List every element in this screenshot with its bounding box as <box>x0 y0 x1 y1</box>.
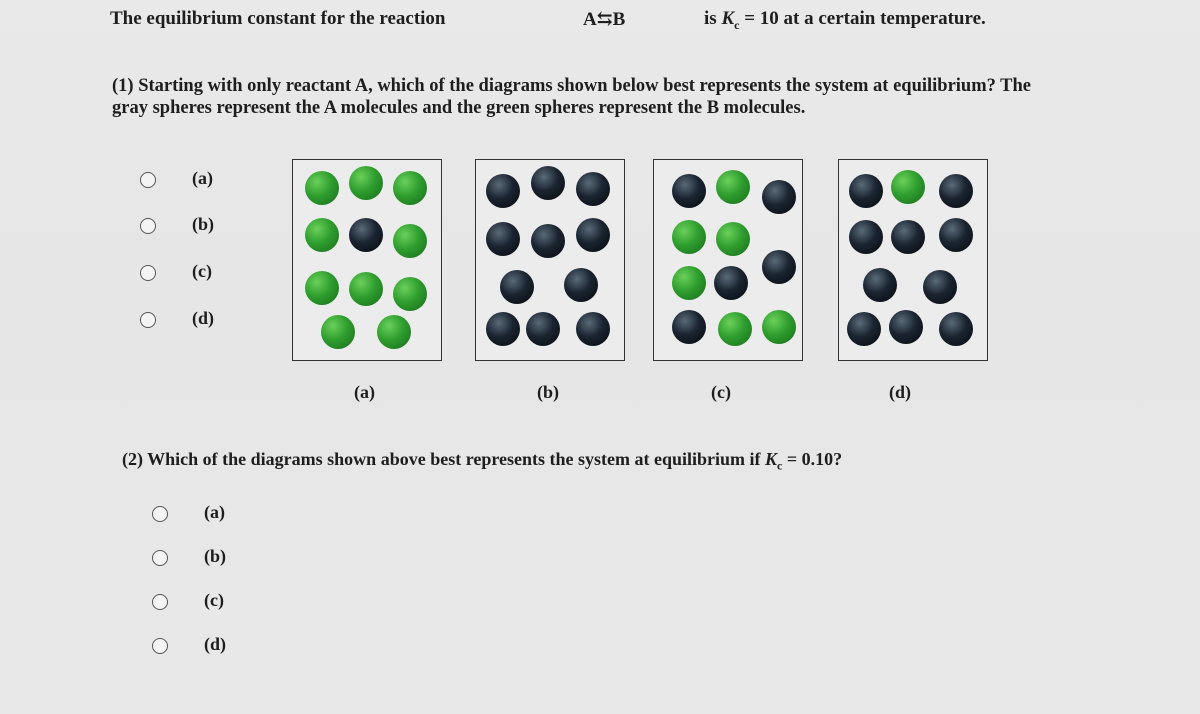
q2-prefix: (2) Which of the diagrams shown above best represents the system at equilibrium if <box>122 449 765 469</box>
q1-option-b-radio[interactable] <box>140 218 156 234</box>
diagram-d <box>838 159 988 361</box>
reaction-intro-text: The equilibrium constant for the reaction <box>110 8 446 29</box>
b-molecule <box>393 224 427 258</box>
q1-option-b-label: (b) <box>192 214 214 234</box>
q2-option-c-label: (c) <box>204 590 224 610</box>
a-molecule <box>891 220 925 254</box>
a-molecule <box>576 312 610 346</box>
q2-option-a-radio[interactable] <box>152 506 168 522</box>
b-molecule <box>349 272 383 306</box>
a-molecule <box>564 268 598 302</box>
diagram-a <box>292 159 442 361</box>
b-molecule <box>305 171 339 205</box>
a-molecule <box>939 218 973 252</box>
b-molecule <box>762 310 796 344</box>
b-molecule <box>716 170 750 204</box>
b-molecule <box>349 166 383 200</box>
kc-prefix: is <box>704 8 722 29</box>
a-molecule <box>939 174 973 208</box>
q1-option-a-radio[interactable] <box>140 172 156 188</box>
b-molecule <box>321 315 355 349</box>
a-molecule <box>762 180 796 214</box>
diagram-c-label: (c) <box>711 382 731 402</box>
diagram-d-label: (d) <box>889 382 911 402</box>
question-2-text <box>122 449 842 474</box>
diagram-a-label: (a) <box>354 382 375 402</box>
a-molecule <box>531 166 565 200</box>
a-molecule <box>349 218 383 252</box>
q1-option-a-label: (a) <box>192 168 213 188</box>
kc-symbol: K <box>721 8 735 29</box>
kc-value-text: = 10 at a certain temperature. <box>739 8 986 29</box>
q2-suffix: = 0.10? <box>782 449 843 469</box>
q2-option-d-radio[interactable] <box>152 638 168 654</box>
question-1-text: (1) Starting with only reactant A, which of the diagrams shown below best represents the system at equilibrium? The gray spheres represent the A molecules and the green spheres represent the B molecules. <box>112 76 1032 118</box>
a-molecule <box>500 270 534 304</box>
q2-option-d-label: (d) <box>204 634 226 654</box>
q1-option-d-radio[interactable] <box>140 312 156 328</box>
a-molecule <box>531 224 565 258</box>
b-molecule <box>305 218 339 252</box>
a-molecule <box>486 312 520 346</box>
a-molecule <box>849 174 883 208</box>
b-molecule <box>716 222 750 256</box>
a-molecule <box>576 218 610 252</box>
q2-kc-symbol: K <box>765 449 778 469</box>
a-molecule <box>486 174 520 208</box>
kc-subscript: c <box>734 17 740 32</box>
b-molecule <box>393 277 427 311</box>
a-molecule <box>672 310 706 344</box>
a-molecule <box>923 270 957 304</box>
b-molecule <box>672 266 706 300</box>
b-molecule <box>305 271 339 305</box>
q2-option-a-label: (a) <box>204 502 225 522</box>
q2-option-c-radio[interactable] <box>152 594 168 610</box>
diagram-b-label: (b) <box>537 382 559 402</box>
a-molecule <box>576 172 610 206</box>
a-molecule <box>847 312 881 346</box>
kc-statement <box>704 8 986 33</box>
a-molecule <box>526 312 560 346</box>
a-molecule <box>714 266 748 300</box>
a-molecule <box>672 174 706 208</box>
a-molecule <box>762 250 796 284</box>
q2-option-b-radio[interactable] <box>152 550 168 566</box>
a-molecule <box>863 268 897 302</box>
b-molecule <box>377 315 411 349</box>
a-molecule <box>849 220 883 254</box>
a-molecule <box>889 310 923 344</box>
reaction-equation: A⇆B <box>583 9 626 30</box>
q1-option-c-radio[interactable] <box>140 265 156 281</box>
q1-option-c-label: (c) <box>192 261 212 281</box>
b-molecule <box>891 170 925 204</box>
q2-option-b-label: (b) <box>204 546 226 566</box>
diagram-c <box>653 159 803 361</box>
q2-kc-subscript: c <box>777 458 783 473</box>
b-molecule <box>718 312 752 346</box>
q1-option-d-label: (d) <box>192 308 214 328</box>
b-molecule <box>393 171 427 205</box>
a-molecule <box>486 222 520 256</box>
diagram-b <box>475 159 625 361</box>
b-molecule <box>672 220 706 254</box>
a-molecule <box>939 312 973 346</box>
